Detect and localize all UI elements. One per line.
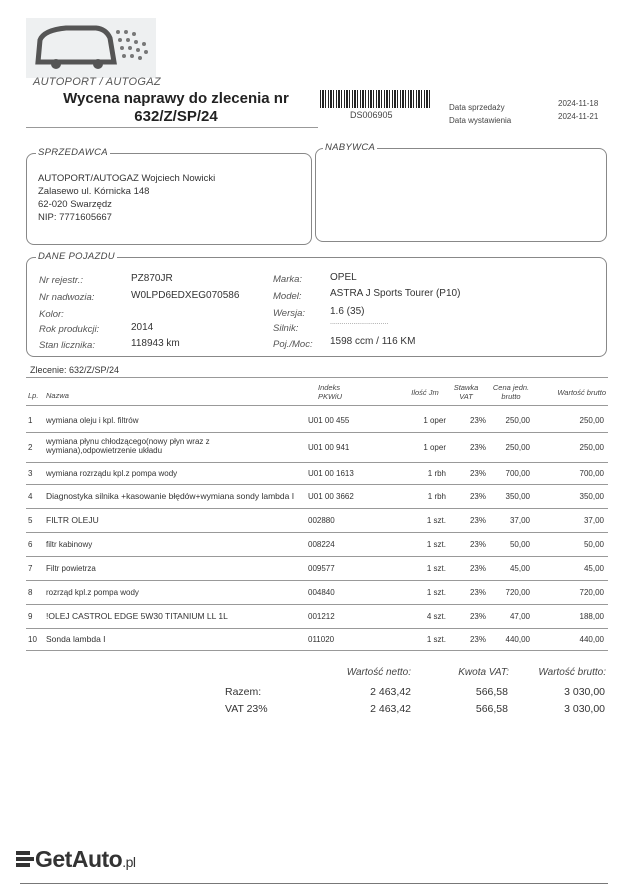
row-gross: 350,00	[579, 492, 604, 501]
header-name: Nazwa	[46, 391, 69, 400]
footer-rule	[20, 883, 608, 884]
engine-label: Silnik:	[273, 323, 299, 334]
table-row	[26, 556, 608, 581]
order-label: Zlecenie: 632/Z/SP/24	[30, 365, 120, 375]
row-lp: 7	[28, 564, 33, 573]
summary-rate-net: 2 463,42	[370, 703, 411, 715]
table-row	[26, 532, 608, 557]
row-gross: 188,00	[579, 612, 604, 621]
summary-vat-label: Kwota VAT:	[458, 667, 509, 678]
table-row	[26, 432, 608, 463]
table-header-rule	[26, 405, 608, 406]
version-label: Wersja:	[273, 308, 306, 319]
row-lp: 8	[28, 588, 33, 597]
row-unit-price: 700,00	[505, 469, 530, 478]
row-qty: 1 szt.	[426, 564, 446, 573]
row-index: U01 00 455	[308, 415, 350, 425]
row-unit-price: 350,00	[505, 492, 530, 501]
header-vat: Stawka VAT	[453, 383, 479, 401]
header-index: Indeks PKWiU	[318, 383, 343, 401]
vin-label: Nr nadwozia:	[39, 292, 95, 303]
row-gross: 440,00	[579, 635, 604, 644]
barcode	[320, 90, 430, 108]
row-index: U01 00 3662	[308, 492, 354, 501]
reg-label: Nr rejestr.:	[39, 275, 83, 286]
version-value: 1.6 (35)	[330, 306, 365, 317]
table-row	[26, 628, 608, 651]
capacity-value: 1598 ccm / 116 KM	[330, 336, 416, 347]
seller-street: Zalasewo ul. Kórnicka 148	[38, 186, 150, 197]
row-unit-price: 47,00	[509, 612, 530, 621]
brand-tld: .pl	[122, 854, 136, 870]
summary-rate-label: VAT 23%	[225, 703, 268, 715]
year-label: Rok produkcji:	[39, 324, 100, 335]
summary-total-label: Razem:	[225, 686, 262, 698]
row-qty: 1 oper	[423, 443, 446, 452]
row-gross: 250,00	[579, 443, 604, 452]
row-vat: 23%	[469, 540, 486, 549]
row-unit-price: 50,00	[509, 540, 530, 549]
row-qty: 1 rbh	[427, 469, 446, 478]
mileage-label: Stan licznika:	[39, 340, 95, 351]
row-index: 001212	[308, 612, 335, 621]
summary-total-vat: 566,58	[475, 686, 508, 698]
row-gross: 50,00	[583, 540, 604, 549]
row-lp: 1	[28, 415, 33, 425]
row-name: Sonda lambda I	[46, 634, 106, 644]
row-index: 004840	[308, 588, 335, 597]
row-name: wymiana oleju i kpl. filtrów	[46, 415, 139, 425]
logo-text: AUTOPORT / AUTOGAZ	[33, 76, 161, 88]
sale-date-label: Data sprzedaży	[449, 103, 505, 112]
table-top-rule	[26, 377, 608, 378]
title-line-2: 632/Z/SP/24	[134, 108, 218, 125]
row-unit-price: 250,00	[505, 443, 530, 452]
row-unit-price: 720,00	[505, 588, 530, 597]
model-value: ASTRA J Sports Tourer (P10)	[330, 288, 461, 299]
mileage-value: 118943 km	[131, 338, 180, 349]
row-name: wymiana płynu chłodzącego(nowy płyn wraz z wymiana),odpowietrzenie układu	[46, 437, 210, 455]
vehicle-box	[26, 257, 607, 357]
sale-date: 2024-11-18	[558, 99, 599, 108]
year-value: 2014	[131, 322, 154, 333]
row-index: 009577	[308, 564, 335, 573]
row-vat: 23%	[469, 635, 486, 644]
row-lp: 9	[28, 612, 33, 621]
row-lp: 6	[28, 540, 33, 549]
row-vat: 23%	[469, 492, 486, 501]
barcode-number: DS006905	[350, 110, 393, 120]
summary-net-label: Wartość netto:	[346, 667, 411, 678]
issue-date: 2024-11-21	[558, 112, 599, 121]
row-lp: 2	[28, 443, 33, 452]
row-index: 008224	[308, 540, 335, 549]
row-lp: 10	[28, 635, 37, 644]
issue-date-label: Data wystawienia	[449, 116, 512, 125]
row-unit-price: 45,00	[509, 564, 530, 573]
company-logo	[26, 18, 156, 78]
row-qty: 1 szt.	[426, 540, 446, 549]
row-lp: 3	[28, 469, 33, 478]
row-unit-price: 440,00	[505, 635, 530, 644]
row-index: 011020	[308, 635, 335, 644]
row-qty: 1 oper	[423, 415, 446, 425]
summary-gross-label: Wartość brutto:	[538, 667, 606, 678]
row-vat: 23%	[469, 612, 486, 621]
summary-rate-gross: 3 030,00	[564, 703, 605, 715]
buyer-box	[315, 148, 607, 242]
row-name: wymiana rozrządu kpl.z pompa wody	[46, 469, 178, 478]
row-vat: 23%	[469, 443, 486, 452]
brand-main: GetAuto	[35, 846, 123, 872]
table-row	[26, 484, 608, 509]
document-title	[58, 90, 294, 126]
reg-value: PZ870JR	[131, 273, 173, 284]
make-value: OPEL	[330, 272, 357, 283]
row-vat: 23%	[469, 564, 486, 573]
row-qty: 1 szt.	[426, 588, 446, 597]
title-divider	[26, 127, 318, 128]
header-gross: Wartość brutto	[557, 388, 606, 397]
table-row	[26, 407, 608, 433]
row-name: filtr kabinowy	[46, 540, 93, 549]
row-gross: 45,00	[583, 564, 604, 573]
engine-value: ..............................	[330, 319, 389, 326]
row-index: U01 00 1613	[308, 469, 354, 478]
seller-legend: SPRZEDAWCA	[38, 147, 108, 158]
row-lp: 5	[28, 516, 33, 525]
row-vat: 23%	[469, 415, 486, 425]
row-qty: 1 szt.	[426, 635, 446, 644]
row-lp: 4	[28, 492, 33, 501]
header-unit-price: Cena jedn. brutto	[492, 383, 530, 401]
row-index: U01 00 941	[308, 443, 350, 452]
capacity-label: Poj./Moc:	[273, 339, 313, 350]
summary-rate-vat: 566,58	[475, 703, 508, 715]
row-index: 002880	[308, 516, 335, 525]
row-unit-price: 37,00	[509, 516, 530, 525]
header-qty: Ilość Jm	[411, 388, 439, 397]
vin-value: W0LPD6EDXEG070586	[131, 290, 240, 301]
row-vat: 23%	[469, 469, 486, 478]
row-name: Diagnostyka silnika +kasowanie błędów+wymiana sondy lambda I	[46, 491, 295, 501]
seller-city: 62-020 Swarzędz	[38, 199, 112, 210]
row-gross: 700,00	[579, 469, 604, 478]
seller-name: AUTOPORT/AUTOGAZ Wojciech Nowicki	[38, 173, 216, 184]
vehicle-legend: DANE POJAZDU	[38, 251, 115, 262]
header-lp: Lp.	[28, 391, 39, 400]
buyer-legend: NABYWCA	[325, 142, 376, 153]
table-row	[26, 462, 608, 485]
row-qty: 1 rbh	[427, 492, 446, 501]
getauto-menu-icon	[16, 847, 34, 874]
row-name: FILTR OLEJU	[46, 515, 99, 525]
summary-total-net: 2 463,42	[370, 686, 411, 698]
make-label: Marka:	[273, 274, 303, 285]
row-gross: 250,00	[579, 415, 604, 425]
summary-total-gross: 3 030,00	[564, 686, 605, 698]
row-vat: 23%	[469, 588, 486, 597]
row-name: Filtr powietrza	[46, 564, 96, 573]
row-name: !OLEJ CASTROL EDGE 5W30 TITANIUM LL 1L	[46, 611, 228, 621]
car-logo-icon	[26, 18, 156, 78]
table-row	[26, 604, 608, 629]
row-unit-price: 250,00	[505, 415, 530, 425]
table-row	[26, 580, 608, 605]
seller-details	[38, 172, 215, 224]
row-qty: 1 szt.	[426, 516, 446, 525]
row-gross: 720,00	[579, 588, 604, 597]
row-name: rozrząd kpl.z pompa wody	[46, 588, 139, 597]
row-vat: 23%	[469, 516, 486, 525]
getauto-logo	[16, 846, 136, 874]
row-gross: 37,00	[583, 516, 604, 525]
table-row	[26, 508, 608, 533]
seller-nip: NIP: 7771605667	[38, 212, 112, 223]
title-line-1: Wycena naprawy do zlecenia nr	[63, 90, 289, 107]
row-qty: 4 szt.	[426, 612, 446, 621]
color-label: Kolor:	[39, 309, 64, 320]
model-label: Model:	[273, 291, 302, 302]
